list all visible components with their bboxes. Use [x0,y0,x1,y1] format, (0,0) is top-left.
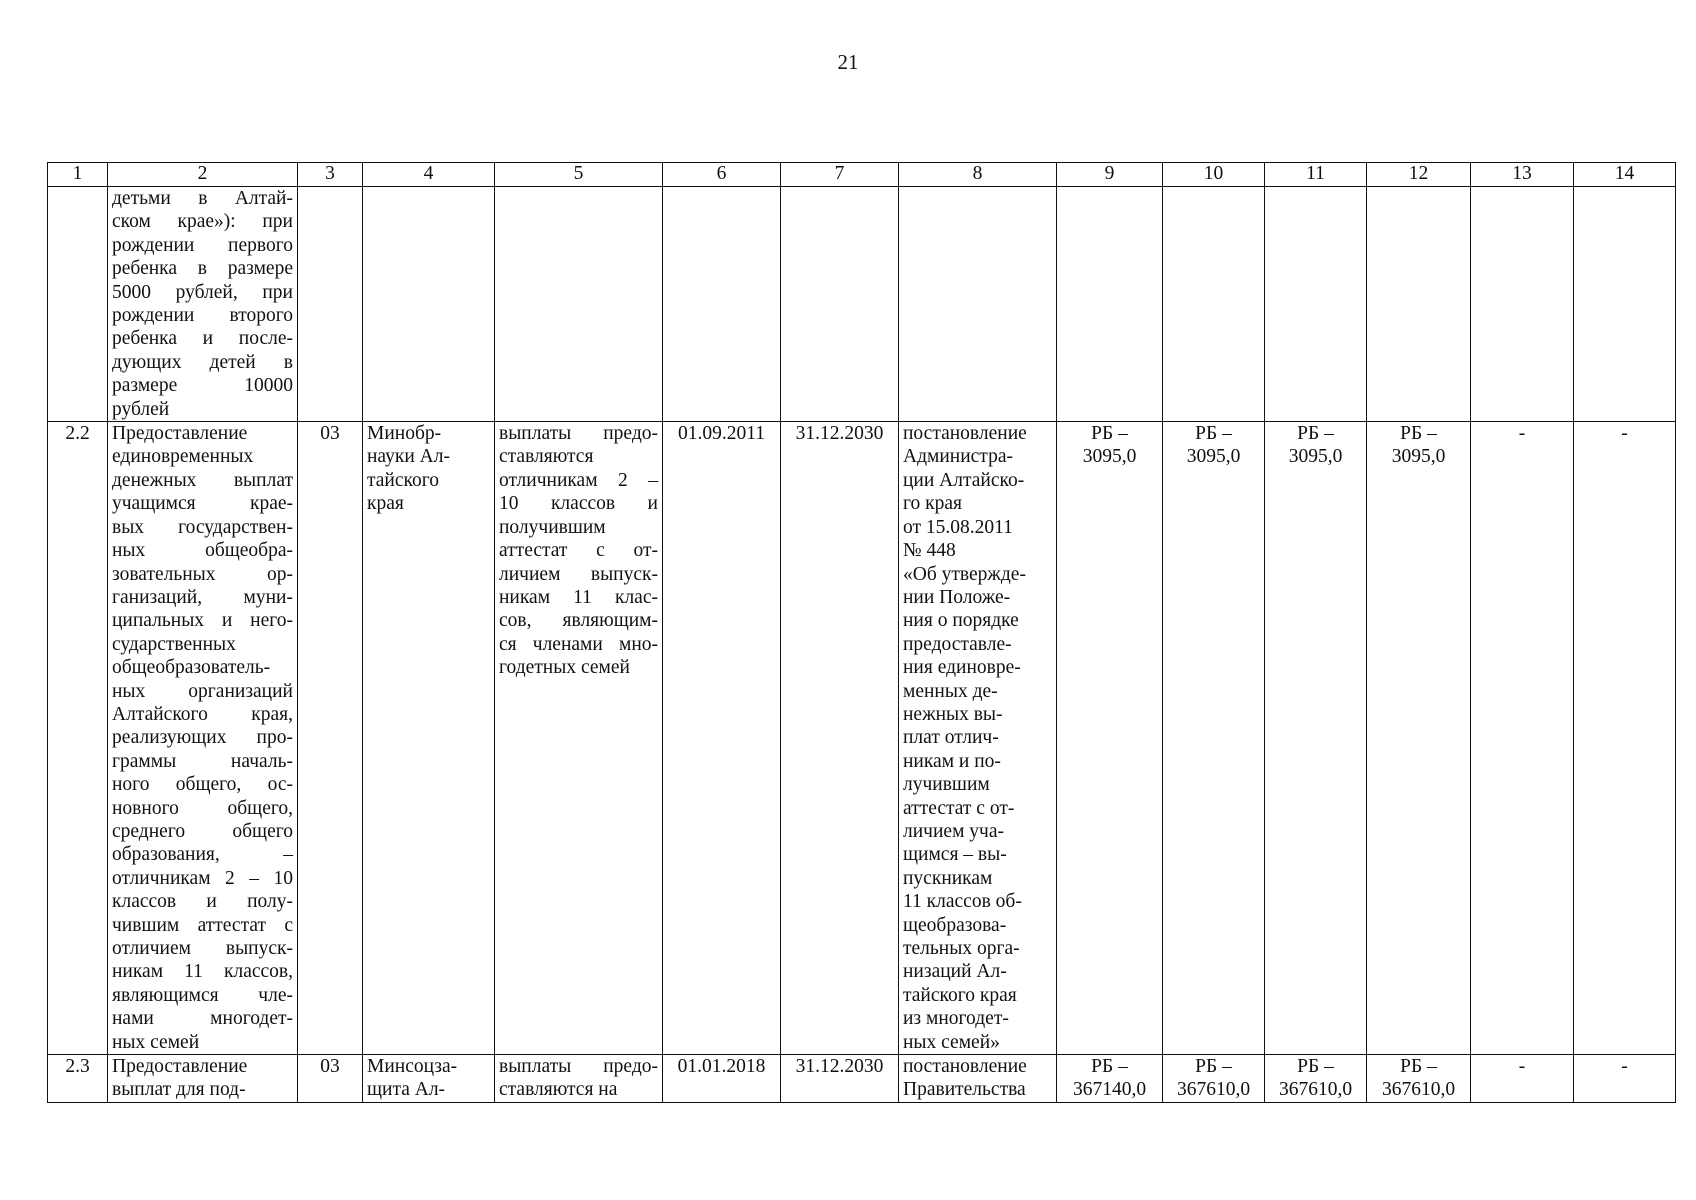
cell-text-line: ных организаций [112,680,293,702]
funding-cell [1057,187,1163,422]
cell-text: 31.12.2030 [795,423,884,445]
cell-text-line: личием выпуск- [499,563,658,585]
cell-text-line: нами многодет- [112,1008,293,1030]
cell-text-line: Алтайского края, [112,703,293,725]
cell-text-line: отличникам 2 – [499,469,658,491]
cell-text: 2.3 [65,1056,90,1078]
end-date-cell [781,1055,899,1103]
cell-text-line: 3095,0 [1391,446,1446,468]
funding-cell [1574,1055,1676,1103]
table-row [48,187,1676,422]
cell-text-line: ния о порядке [903,610,1019,632]
cell-text-line: аттестат с от- [499,540,658,562]
cell-text-line: ных общеобра- [112,540,293,562]
cell-text-line: граммы началь- [112,750,293,772]
cell-text-line: ния единовре- [903,657,1021,679]
cell-text-line: 3095,0 [1082,446,1137,468]
cell-text: 01.09.2011 [677,423,766,445]
cell-text-line: ных семей» [903,1031,1000,1053]
cell-text-line: ребенка и после- [112,328,293,350]
cell-text-line: ставляются на [499,1079,618,1101]
cell-text-line: единовременных [112,446,254,468]
funding-cell [1163,187,1265,422]
legal-act-cell [899,422,1057,1055]
cell-text-line: Минсоцза- [367,1056,458,1078]
cell-text-line: РБ – [1091,423,1128,445]
cell-text-line: менных де- [903,680,998,702]
cell-text-line: нии Положе- [903,586,1011,608]
cell-text-line: № 448 [903,540,956,562]
cell-text-line: нежных вы- [903,703,1003,725]
cell-text-line: РБ – [1091,1056,1128,1078]
cell-text-line: щита Ал- [367,1079,446,1101]
cell-text-line: ципальных и него- [112,610,293,632]
cell-text-line: постановление [903,423,1027,445]
cell-text-line: РБ – [1195,1056,1232,1078]
start-date-cell [663,1055,781,1103]
cell-text-line: реализующих про- [112,727,293,749]
cell-text-line: годетных семей [499,657,630,679]
cell-text-line: предоставле- [903,633,1012,655]
cell-text-line: денежных выплат [112,469,293,491]
measure-name-cell [108,187,298,422]
funding-cell [1471,422,1574,1055]
cell-text-line: 367610,0 [1278,1079,1353,1101]
cell-text-line: РБ – [1400,1056,1437,1078]
column-header: 8 [899,163,1057,187]
funding-cell [1265,187,1367,422]
cell-text-line: ском крае»): при [112,211,293,233]
start-date-cell [663,187,781,422]
column-header: 4 [363,163,495,187]
cell-text-line: 5000 рублей, при [112,281,293,303]
funding-cell [1265,422,1367,1055]
cell-text-line: го края [903,493,962,515]
cell-text-line: отличникам 2 – 10 [112,867,293,889]
conditions-cell [495,1055,663,1103]
cell-text: 03 [320,423,340,445]
cell-text: 01.01.2018 [677,1056,766,1078]
cell-text-line: пускникам [903,867,993,889]
cell-text-line: сов, являющим- [499,610,658,632]
column-header: 14 [1574,163,1676,187]
cell-text-line: размере 10000 [112,375,293,397]
cell-text-line: сударственных [112,633,236,655]
funding-cell [1057,1055,1163,1103]
code-cell [298,1055,363,1103]
cell-text-line: щеобразова- [903,914,1007,936]
cell-text-line: учащимся крае- [112,493,293,515]
measure-name-cell [108,422,298,1055]
cell-text-line: зовательных ор- [112,563,293,585]
conditions-cell [495,187,663,422]
cell-text-line: никам 11 классов, [112,961,293,983]
cell-text-line: 3095,0 [1186,446,1241,468]
cell-text-line: Правительства [903,1079,1026,1101]
cell-text-line: ся членами мно- [499,633,658,655]
program-measures-table [47,162,1676,1103]
end-date-cell [781,187,899,422]
cell-text-line: Минобр- [367,423,442,445]
item-number-cell [48,187,108,422]
cell-text: 31.12.2030 [795,1056,884,1078]
funding-cell [1367,1055,1471,1103]
cell-text-line: 367610,0 [1176,1079,1251,1101]
column-header: 6 [663,163,781,187]
cell-text-line: аттестат с от- [903,797,1015,819]
cell-text-line: чившим аттестат с [112,914,293,936]
cell-text-line: выплат для под- [112,1079,246,1101]
cell-text-line: детьми в Алтай- [112,188,293,209]
cell-text: 03 [320,1056,340,1078]
cell-text-line: РБ – [1297,423,1334,445]
cell-text-line: 10 классов и [499,493,658,515]
cell-text-line: ных семей [112,1031,200,1053]
cell-text: - [1518,423,1526,445]
cell-text-line: ставляются [499,446,594,468]
item-number-cell [48,1055,108,1103]
cell-text-line: РБ – [1400,423,1437,445]
cell-text-line: РБ – [1297,1056,1334,1078]
cell-text-line: щимся – вы- [903,844,1007,866]
cell-text-line: Администра- [903,446,1013,468]
cell-text-line: плат отлич- [903,727,999,749]
table-row [48,1055,1676,1103]
cell-text-line: образования, – [112,844,293,866]
cell-text-line: 11 классов об- [903,891,1022,913]
column-number-row [48,163,1676,187]
cell-text-line: общеобразователь- [112,657,271,679]
executor-cell [363,187,495,422]
cell-text-line: из многодет- [903,1008,1009,1030]
cell-text-line: классов и полу- [112,891,293,913]
cell-text-line: ции Алтайско- [903,469,1025,491]
cell-text: - [1518,1056,1526,1078]
funding-cell [1471,1055,1574,1103]
column-header: 1 [48,163,108,187]
funding-cell [1367,187,1471,422]
cell-text-line: получившим [499,516,606,538]
table-row [48,422,1676,1055]
cell-text: 2.2 [65,423,90,445]
cell-text-line: являющимся чле- [112,984,293,1006]
cell-text-line: ребенка в размере [112,258,293,280]
cell-text-line: рождении первого [112,234,293,256]
column-header: 10 [1163,163,1265,187]
funding-cell [1163,1055,1265,1103]
funding-cell [1265,1055,1367,1103]
cell-text-line: выплаты предо- [499,1056,658,1078]
funding-cell [1057,422,1163,1055]
cell-text-line: ганизаций, муни- [112,586,293,608]
cell-text-line: лучившим [903,774,990,796]
cell-text-line: никам 11 клас- [499,586,658,608]
cell-text-line: науки Ал- [367,446,450,468]
cell-text-line: 367610,0 [1381,1079,1456,1101]
legal-act-cell [899,1055,1057,1103]
cell-text-line: края [367,493,404,515]
cell-text-line: тельных орга- [903,938,1020,959]
cell-text-line: рублей [112,398,170,420]
column-header: 12 [1367,163,1471,187]
cell-text: - [1621,1056,1628,1078]
code-cell [298,422,363,1055]
cell-text-line: Предоставление [112,423,248,445]
column-header: 9 [1057,163,1163,187]
column-header: 11 [1265,163,1367,187]
funding-cell [1574,422,1676,1055]
page-number: 21 [837,50,859,74]
column-header: 5 [495,163,663,187]
funding-cell [1471,187,1574,422]
cell-text-line: дующих детей в [112,351,293,373]
cell-text-line: тайского [367,469,440,491]
cell-text-line: постановление [903,1056,1027,1078]
cell-text-line: низаций Ал- [903,961,1007,983]
cell-text-line: «Об утвержде- [903,563,1026,585]
cell-text-line: 3095,0 [1288,446,1343,468]
cell-text-line: вых государствен- [112,516,293,538]
cell-text-line: никам и по- [903,750,1001,772]
column-header: 3 [298,163,363,187]
cell-text-line: Предоставление [112,1056,248,1078]
item-number-cell [48,422,108,1055]
code-cell [298,187,363,422]
cell-text-line: ного общего, ос- [112,774,293,796]
executor-cell [363,422,495,1055]
cell-text-line: 367140,0 [1072,1079,1147,1101]
cell-text-line: отличием выпуск- [112,938,293,959]
cell-text-line: рождении второго [112,305,293,327]
column-header: 13 [1471,163,1574,187]
column-header: 2 [108,163,298,187]
cell-text-line: личием уча- [903,820,1004,842]
end-date-cell [781,422,899,1055]
funding-cell [1163,422,1265,1055]
cell-text-line: новного общего, [112,797,293,819]
measure-name-cell [108,1055,298,1103]
column-header: 7 [781,163,899,187]
cell-text-line: РБ – [1195,423,1232,445]
start-date-cell [663,422,781,1055]
cell-text-line: выплаты предо- [499,423,658,445]
legal-act-cell [899,187,1057,422]
executor-cell [363,1055,495,1103]
cell-text: - [1621,423,1628,445]
funding-cell [1367,422,1471,1055]
conditions-cell [495,422,663,1055]
cell-text-line: тайского края [903,984,1017,1006]
cell-text-line: от 15.08.2011 [903,516,1013,538]
funding-cell [1574,187,1676,422]
cell-text-line: среднего общего [112,820,293,842]
